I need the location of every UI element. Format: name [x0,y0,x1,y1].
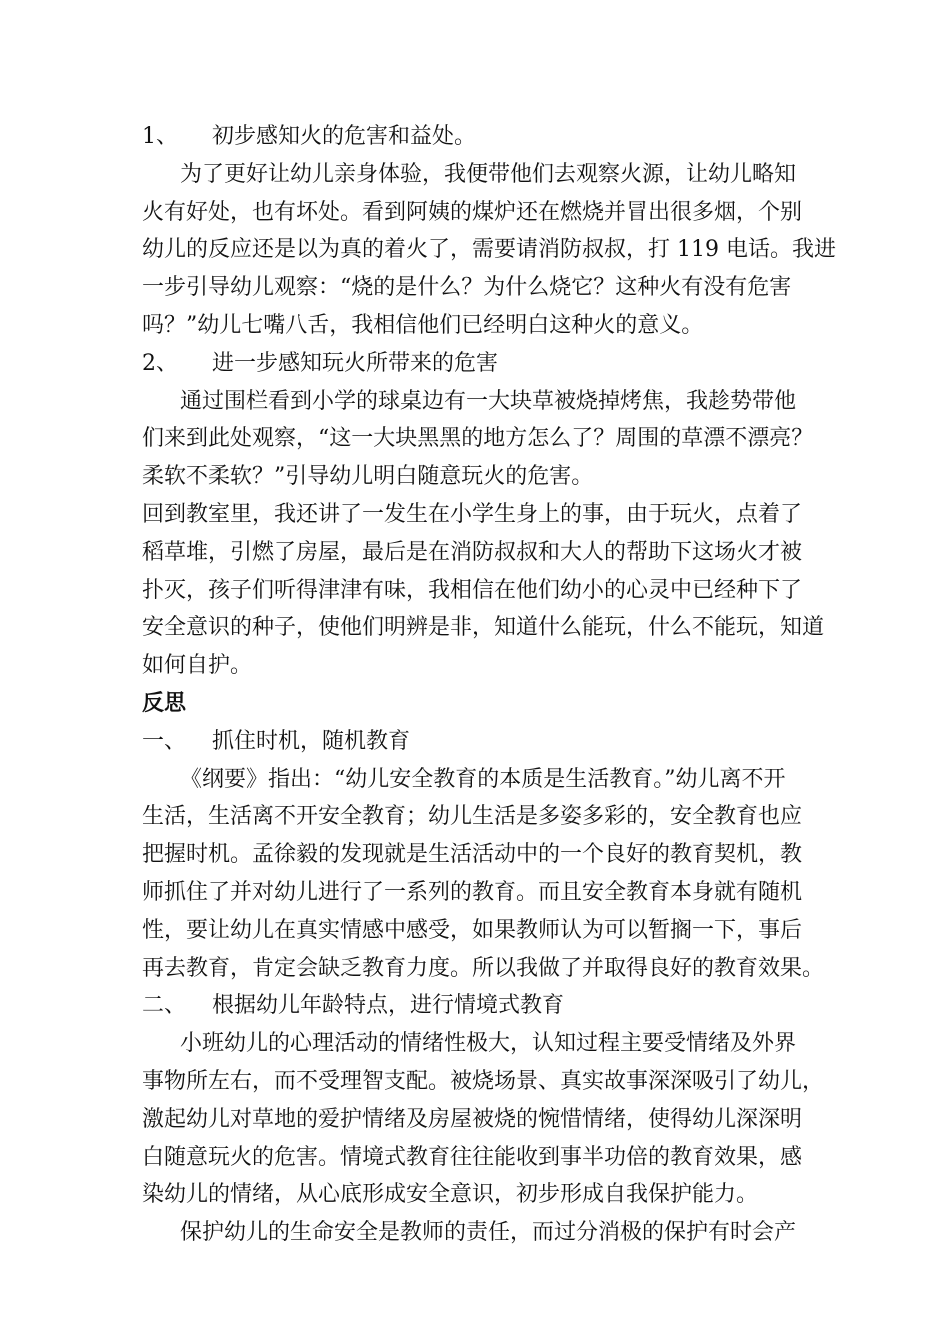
section-heading [142,723,832,761]
paragraph-line: 小班幼儿的心理活动的情绪性极大，认知过程主要受情绪及外界 [180,1031,797,1057]
paragraph-line: 们来到此处观察，“这一大块黑黑的地方怎么了？周围的草漂不漂亮？ [142,426,814,452]
paragraph-line: 回到教室里，我还讲了一发生在小学生身上的事，由于玩火，点着了 [142,501,803,527]
paragraph-line: 《纲要》指出：“幼儿安全教育的本质是生活教育。”幼儿离不开 [180,766,786,792]
paragraph-line: 柔软不柔软？”引导幼儿明白随意玩火的危害。 [142,464,594,490]
heading-text: 抓住时机，随机教育 [212,728,411,754]
paragraph-line: 染幼儿的情绪，从心底形成安全意识，初步形成自我保护能力。 [142,1182,759,1208]
paragraph-line: 扑灭，孩子们听得津津有味，我相信在他们幼小的心灵中已经种下了 [142,577,803,603]
paragraph-line: 为了更好让幼儿亲身体验，我便带他们去观察火源，让幼儿略知 [180,161,797,187]
heading-text: 进一步感知玩火所带来的危害 [212,350,499,376]
paragraph-line: 火有好处，也有坏处。看到阿姨的煤炉还在燃烧并冒出很多烟，个别 [142,199,803,225]
section-heading [142,987,832,1025]
paragraph-line: 激起幼儿对草地的爱护情绪及房屋被烧的惋惜情绪，使得幼儿深深明 [142,1106,803,1132]
paragraph-line: 性，要让幼儿在真实情感中感受，如果教师认为可以暂搁一下，事后 [142,917,803,943]
reflection-title: 反思 [142,690,187,716]
paragraph-line: 通过围栏看到小学的球桌边有一大块草被烧掉烤焦，我趁势带他 [180,388,797,414]
paragraph-line: 稻草堆，引燃了房屋，最后是在消防叔叔和大人的帮助下这场火才被 [142,539,803,565]
heading-number: 一、 [142,728,187,754]
heading-number: 2、 [142,350,178,376]
paragraph-line: 再去教育，肯定会缺乏教育力度。所以我做了并取得良好的教育效果。 [142,955,825,981]
paragraph-line: 安全意识的种子，使他们明辨是非，知道什么能玩，什么不能玩，知道 [142,615,825,641]
paragraph-line: 把握时机。孟徐毅的发现就是生活活动中的一个良好的教育契机，教 [142,842,803,868]
paragraph-line: 白随意玩火的危害。情境式教育往往能收到事半功倍的教育效果，感 [142,1144,803,1170]
document-body [142,118,836,1252]
paragraph-line: 幼儿的反应还是以为真的着火了，需要请消防叔叔，打 119 电话。我进 [142,237,836,263]
section-heading [142,345,832,383]
paragraph-line: 师抓住了并对幼儿进行了一系列的教育。而且安全教育本身就有随机 [142,879,803,905]
paragraph-line: 生活，生活离不开安全教育；幼儿生活是多姿多彩的，安全教育也应 [142,804,803,830]
paragraph-line: 一步引导幼儿观察：“烧的是什么？为什么烧它？这种火有没有危害 [142,275,792,301]
paragraph-line: 吗？”幼儿七嘴八舌，我相信他们已经明白这种火的意义。 [142,312,704,338]
heading-text: 根据幼儿年龄特点，进行情境式教育 [212,993,565,1019]
heading-text: 初步感知火的危害和益处。 [212,124,477,149]
paragraph-line: 保护幼儿的生命安全是教师的责任，而过分消极的保护有时会产 [180,1220,797,1246]
heading-number: 二、 [142,993,187,1019]
heading-number: 1、 [142,124,178,149]
paragraph-line: 事物所左右，而不受理智支配。被烧场景、真实故事深深吸引了幼儿， [142,1068,825,1094]
paragraph-line: 如何自护。 [142,653,253,679]
section-heading [142,118,832,156]
